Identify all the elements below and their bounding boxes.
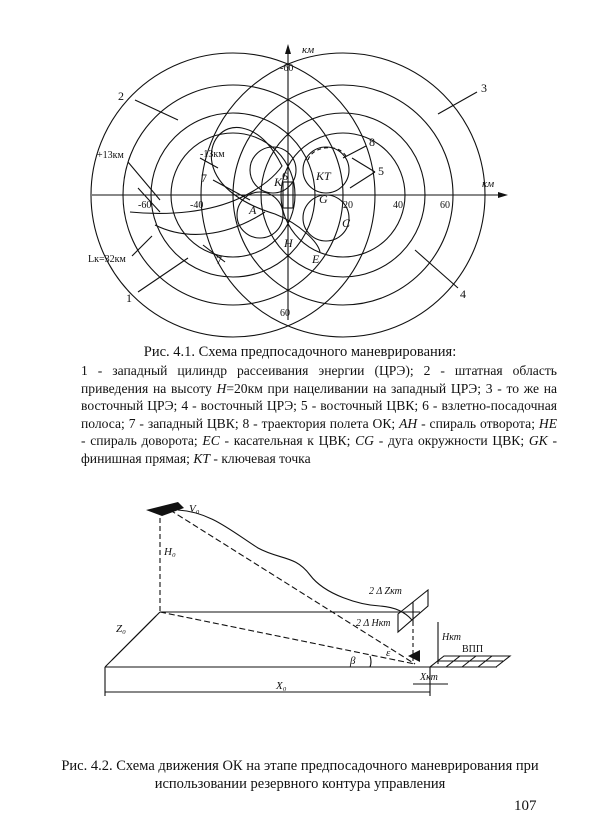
label-dz: 2 Δ Zкт bbox=[369, 586, 402, 597]
description-fragment: CG bbox=[355, 433, 374, 448]
trajectory bbox=[178, 510, 412, 620]
description-fragment: H bbox=[216, 380, 227, 396]
annotation-plus13: +13км bbox=[97, 150, 124, 161]
description-fragment: EC bbox=[202, 433, 220, 448]
point-A: A bbox=[249, 203, 257, 217]
description-fragment: - касательная к ЦВК; bbox=[219, 433, 356, 448]
axis-label-km-y: км bbox=[302, 44, 315, 56]
tick-x-60: 60 bbox=[440, 200, 450, 211]
label-7b: 7 bbox=[216, 253, 222, 267]
label-7a: 7 bbox=[201, 171, 207, 185]
point-KT: KT bbox=[316, 169, 331, 183]
annotation-lk: Lк=32км bbox=[88, 254, 126, 265]
description-fragment: KT bbox=[193, 450, 210, 466]
arrow-y bbox=[285, 44, 291, 54]
tick-x-m60: -60 bbox=[138, 200, 152, 211]
description-fragment: GK bbox=[528, 433, 548, 448]
page-number: 107 bbox=[514, 798, 537, 814]
description-fragment: - спираль доворота; bbox=[81, 433, 203, 448]
label-hkt: Hкт bbox=[442, 632, 461, 643]
label-x0: X₀ bbox=[276, 680, 287, 692]
leader-7 bbox=[213, 180, 250, 200]
label-v0: V₀ bbox=[189, 503, 200, 515]
point-C: C bbox=[342, 216, 351, 230]
label-z0: Z₀ bbox=[116, 623, 126, 635]
spiral-path bbox=[130, 127, 320, 252]
label-dh: 2 Δ Hкт bbox=[356, 618, 391, 629]
point-E: E bbox=[312, 252, 320, 266]
trajectory-8 bbox=[308, 148, 347, 160]
label-1: 1 bbox=[126, 291, 132, 305]
tick-y-bottom: 60 bbox=[280, 308, 290, 319]
figure-4-1-description bbox=[81, 362, 557, 467]
annotation-minus13: -13км bbox=[200, 149, 225, 160]
tick-y-top: -60 bbox=[280, 63, 294, 74]
figure-4-2-caption bbox=[50, 757, 550, 793]
label-h0: H₀ bbox=[164, 546, 176, 558]
point-G: G bbox=[319, 192, 328, 206]
label-3: 3 bbox=[481, 81, 487, 95]
point-K: K bbox=[274, 175, 283, 189]
west-hac-upper bbox=[250, 147, 296, 193]
label-8: 8 bbox=[369, 135, 375, 149]
leader-1 bbox=[138, 258, 188, 292]
label-beta: β bbox=[350, 655, 356, 667]
label-2: 2 bbox=[118, 89, 124, 103]
description-fragment: - спираль отворота; bbox=[417, 415, 539, 431]
figure-4-2-motion-scheme bbox=[0, 482, 600, 722]
description-fragment: =20км при нацеливании на западный ЦРЭ; 3 - то же на восточный ЦРЭ; 4 - восточный ЦРЭ; 5 - восточный ЦВК; 6 - взлетно-посадочная полоса; 7 - западный ЦВК; 8 - траектория полета ОК; bbox=[81, 380, 558, 431]
description-fragment: - дуга окружности ЦВК; bbox=[373, 433, 529, 448]
arrow-x bbox=[498, 192, 508, 198]
leader-8 bbox=[343, 146, 366, 158]
figure-4-1-caption: Рис. 4.1. Схема предпосадочного маневрирования: bbox=[143, 344, 457, 360]
description-fragment: - финишная прямая; bbox=[81, 433, 558, 466]
description-fragment: HE bbox=[538, 415, 557, 431]
leader-2 bbox=[135, 100, 178, 120]
figure-4-1-maneuver-scheme bbox=[0, 30, 600, 340]
label-5: 5 bbox=[378, 164, 384, 178]
tick-x-m40: -40 bbox=[190, 200, 204, 211]
description-fragment: - ключевая точка bbox=[210, 450, 311, 466]
description-fragment: 1 - западный цилиндр рассеивания энергии (ЦРЭ); 2 - штатная область приведения на высоту bbox=[81, 363, 557, 396]
point-H: H bbox=[284, 236, 293, 250]
tick-x-20: 20 bbox=[343, 200, 353, 211]
aircraft-icon bbox=[146, 502, 184, 516]
figure-4-2-caption-line1: Рис. 4.2. Схема движения ОК на этапе предпосадочного маневрирования при bbox=[61, 758, 539, 774]
label-4: 4 bbox=[460, 287, 466, 301]
label-eps: ε bbox=[386, 647, 391, 659]
leader-5b bbox=[350, 172, 375, 188]
tick-x-40: 40 bbox=[393, 200, 403, 211]
description-fragment: AH bbox=[399, 415, 418, 431]
leader-4 bbox=[415, 250, 458, 288]
label-vpp: ВПП bbox=[462, 644, 484, 655]
axis-label-km-x: км bbox=[482, 178, 495, 190]
label-6: 6 bbox=[282, 169, 288, 183]
figure-4-2-caption-line2: использовании резервного контура управления bbox=[154, 776, 446, 792]
label-xkt: Xкт bbox=[420, 672, 438, 683]
beta-arc bbox=[370, 656, 371, 667]
